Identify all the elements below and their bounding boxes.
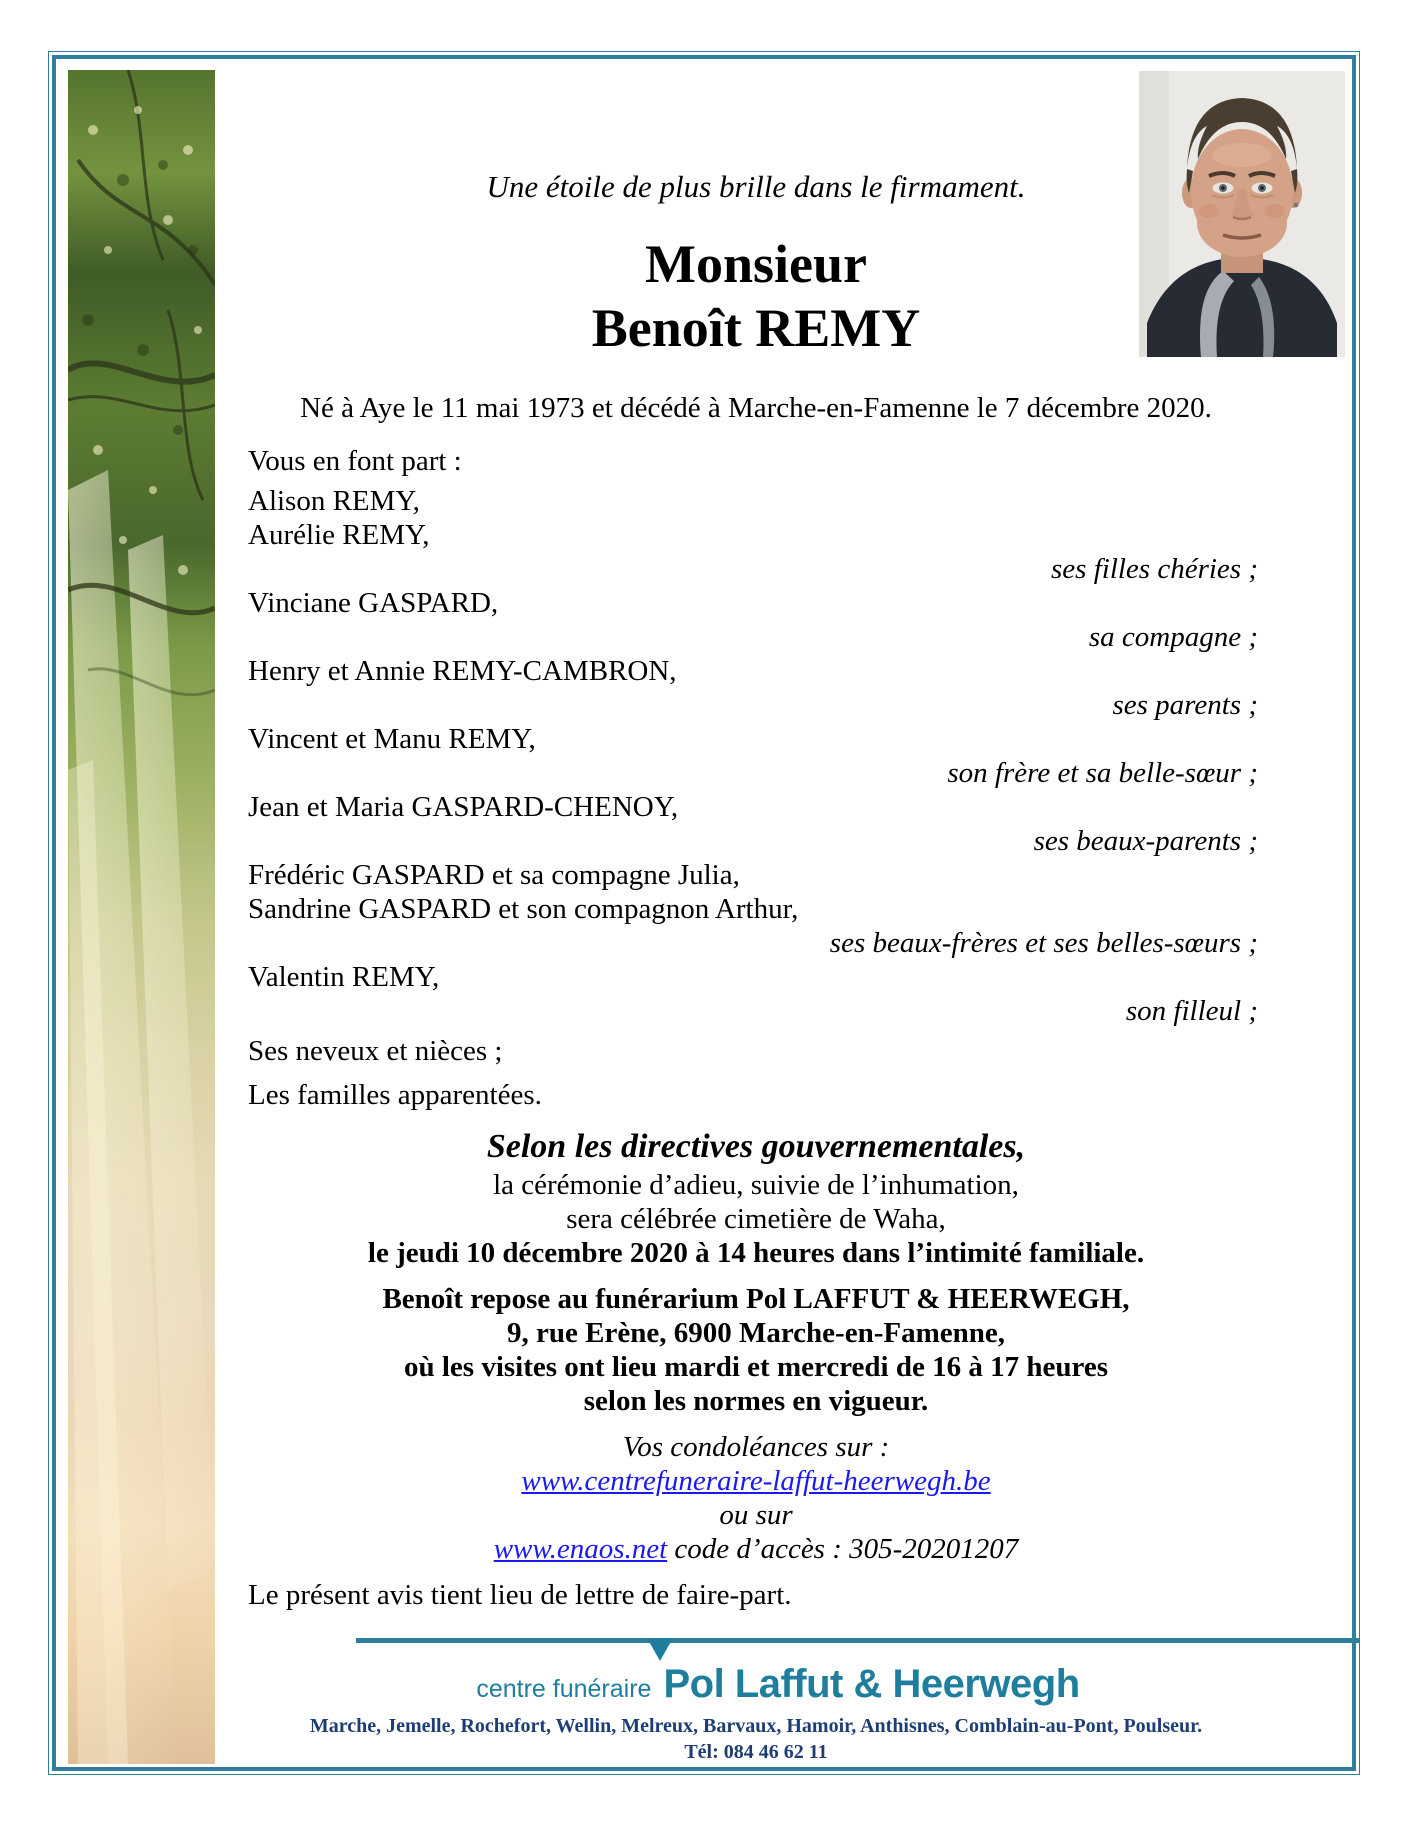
family-member-name: Sandrine GASPARD et son compagnon Arthur, bbox=[248, 893, 799, 925]
family-relation-label: son frère et sa belle-sœur ; bbox=[947, 757, 1258, 789]
footer-phone-line: Tél: 084 46 62 11 bbox=[684, 1741, 828, 1763]
ceremony-line: sera célébrée cimetière de Waha, bbox=[566, 1203, 946, 1235]
triangle-icon bbox=[647, 1638, 673, 1661]
repose-line: Benoît repose au funérarium Pol LAFFUT & HEERWEGH, bbox=[382, 1283, 1130, 1315]
condolences-or-label: ou sur bbox=[719, 1499, 793, 1531]
announcement-intro: Vous en font part : bbox=[248, 445, 462, 477]
brand-large-label bbox=[663, 1662, 1079, 1706]
condolences-link-row bbox=[248, 1464, 1264, 1498]
epitaph-quote: Une étoile de plus brille dans le firmament. bbox=[486, 169, 1026, 204]
forest-path-photo bbox=[68, 70, 215, 1764]
repose-address-line: 9, rue Erène, 6900 Marche-en-Famenne, bbox=[507, 1317, 1005, 1349]
family-member-name: Frédéric GASPARD et sa compagne Julia, bbox=[248, 859, 740, 891]
family-member-name: Vinciane GASPARD, bbox=[248, 587, 499, 619]
family-relation-label: ses parents ; bbox=[1112, 689, 1258, 721]
legal-notice-line: Le présent avis tient lieu de lettre de faire-part. bbox=[248, 1579, 792, 1611]
funeral-home-logo bbox=[270, 1662, 1286, 1707]
family-member-name: Henry et Annie REMY-CAMBRON, bbox=[248, 655, 677, 687]
enaos-website-link[interactable]: www.enaos.net bbox=[493, 1533, 668, 1565]
footer-cities-line: Marche, Jemelle, Rochefort, Wellin, Melreux, Barvaux, Hamoir, Anthisnes, Comblain-au-Pont, Poulseur. bbox=[309, 1715, 1203, 1737]
forest-path-illustration bbox=[68, 70, 215, 1764]
family-relation-label: ses beaux-parents ; bbox=[1033, 825, 1258, 857]
family-relation-label: son filleul ; bbox=[1125, 995, 1258, 1027]
enaos-row bbox=[248, 1532, 1264, 1566]
family-member-name: Alison REMY, bbox=[248, 485, 420, 517]
title-civility: Monsieur bbox=[645, 234, 867, 294]
condolence-website-link[interactable]: www.centrefuneraire-laffut-heerwegh.be bbox=[521, 1465, 991, 1497]
footer-divider bbox=[356, 1638, 1360, 1643]
family-relation-label: sa compagne ; bbox=[1088, 621, 1258, 653]
family-relation-label: ses beaux-frères et ses belles-sœurs ; bbox=[829, 927, 1258, 959]
family-member-name: Aurélie REMY, bbox=[248, 519, 430, 551]
closing-line: Les familles apparentées. bbox=[248, 1079, 542, 1111]
brand-name-text: Pol Laffut & Heerwegh bbox=[663, 1662, 1080, 1706]
brand-small-label: centre funéraire bbox=[476, 1675, 652, 1703]
condolences-intro: Vos condoléances sur : bbox=[622, 1431, 890, 1463]
access-code-label: code d’accès : 305-20201207 bbox=[667, 1533, 1019, 1565]
repose-visits-line: où les visites ont lieu mardi et mercredi de 16 à 17 heures bbox=[404, 1351, 1108, 1383]
family-member-name: Jean et Maria GASPARD-CHENOY, bbox=[248, 791, 679, 823]
repose-norms-line: selon les normes en vigueur. bbox=[583, 1385, 929, 1417]
ceremony-line: la cérémonie d’adieu, suivie de l’inhumation, bbox=[493, 1169, 1019, 1201]
ceremony-date-line: le jeudi 10 décembre 2020 à 14 heures dans l’intimité familiale. bbox=[367, 1237, 1145, 1269]
ceremony-heading: Selon les directives gouvernementales, bbox=[486, 1128, 1026, 1165]
birth-death-line: Né à Aye le 11 mai 1973 et décédé à Marche-en-Famenne le 7 décembre 2020. bbox=[300, 392, 1212, 424]
family-member-name: Valentin REMY, bbox=[248, 961, 440, 993]
deceased-name: Benoît REMY bbox=[591, 298, 921, 358]
closing-line: Ses neveux et nièces ; bbox=[248, 1035, 503, 1067]
notice-body bbox=[248, 0, 1264, 1612]
family-relation-label: ses filles chéries ; bbox=[1051, 553, 1258, 585]
family-member-name: Vincent et Manu REMY, bbox=[248, 723, 536, 755]
